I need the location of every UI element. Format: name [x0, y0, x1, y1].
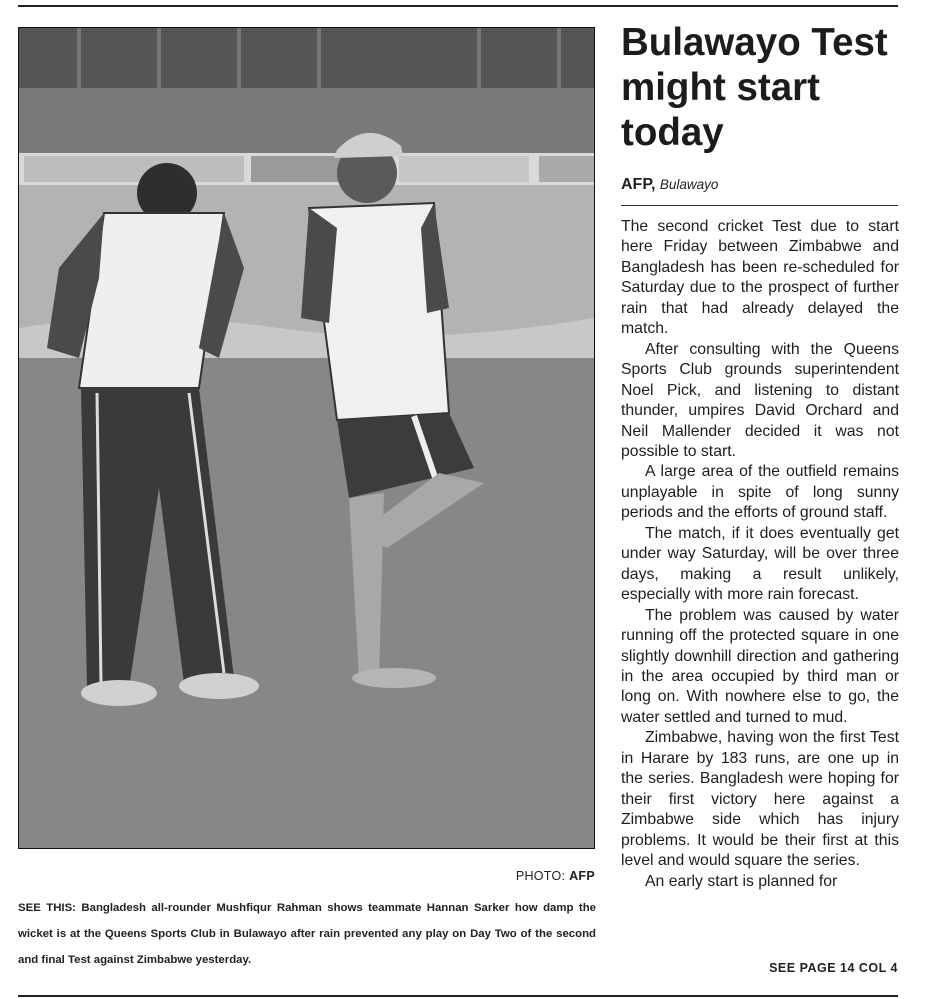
photo-caption: SEE THIS: Bangladesh all-rounder Mushfiqur Rahman shows teammate Hannan Sarker how damp the wicket is at the Queens Sports Club in Bulawayo after rain prevented any play on Day Two of the second and final Test against Zimbabwe yesterday. [18, 902, 596, 966]
photo-credit-source: AFP [569, 869, 595, 883]
photo-credit [18, 869, 595, 883]
byline [621, 176, 718, 194]
byline-agency: AFP, [621, 176, 656, 193]
byline-place: Bulawayo [659, 177, 719, 192]
headline: Bulawayo Test might start today [621, 21, 888, 154]
article-body [621, 217, 899, 892]
byline-divider [621, 205, 898, 206]
photo-credit-label: PHOTO: [515, 869, 570, 883]
paragraph: The second cricket Test due to start here Friday between Zimbabwe and Bangladesh has been re-scheduled for Saturday due to the prospect of further rain that had already delayed the match. [621, 218, 899, 338]
paragraph: Zimbabwe, having won the first Test in Harare by 183 runs, are one up in the series. Bangladesh were hoping for their first victory here against a Zimbabwe side which has injury problems. It would be their first at this level and would square the series. [621, 729, 899, 870]
paragraph: The match, if it does eventually get under way Saturday, will be over three days, making a result unlikely, especially with more rain forecast. [621, 524, 899, 604]
bottom-rule [18, 995, 898, 997]
paragraph: After consulting with the Queens Sports Club grounds superintendent Noel Pick, and listening to distant thunder, umpires David Orchard and Neil Mallender decided it was not possible to start. [621, 340, 899, 460]
continued-on-link[interactable]: SEE PAGE 14 COL 4 [769, 961, 898, 975]
news-photo [18, 27, 595, 849]
photo-two-cricketers-icon [19, 28, 594, 848]
paragraph: An early start is planned for [645, 872, 838, 890]
paragraph: A large area of the outfield remains unplayable in spite of long sunny periods and the efforts of ground staff. [621, 463, 899, 522]
paragraph: The problem was caused by water running off the protected square in one slightly downhill direction and gathering in the area occupied by third man or long on. With nowhere else to go, the water settled and turned to mud. [621, 606, 899, 726]
top-rule [18, 5, 898, 7]
